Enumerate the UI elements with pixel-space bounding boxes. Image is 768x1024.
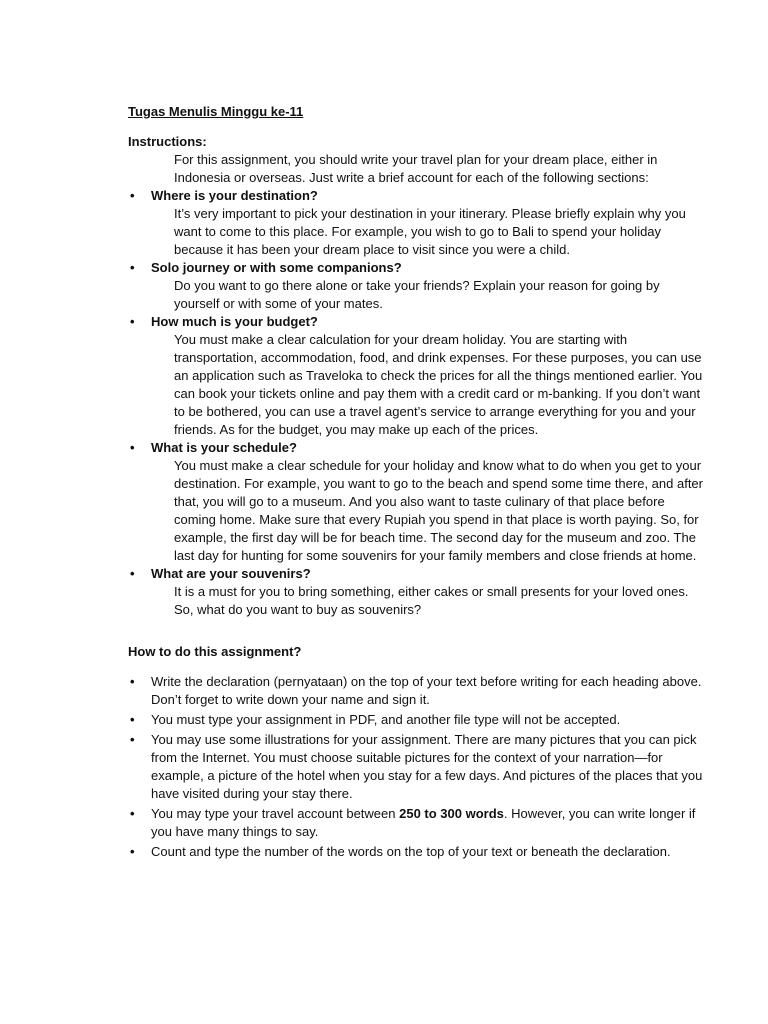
- instructions-intro: For this assignment, you should write your travel plan for your dream place, either in Indonesia or overseas. Just write a brief account for each of the following sections:: [174, 152, 658, 185]
- list-item: • Write the declaration (pernyataan) on the top of your text before writing for each heading above. Don’t forget to write down your name and sign it.: [128, 673, 708, 709]
- document-content: [128, 103, 708, 863]
- how-to-list: [128, 673, 708, 861]
- list-item: [128, 259, 708, 313]
- document-title: Tugas Menulis Minggu ke-11: [128, 104, 304, 119]
- list-item: [128, 187, 708, 259]
- word-count-text-after: . However, you can write longer if you have many things to say.: [151, 806, 696, 839]
- sections-list: [128, 187, 708, 619]
- section-text: Do you want to go there alone or take your friends? Explain your reason for going by yourself or with some of your mates.: [174, 278, 660, 311]
- instructions-label: Instructions:: [128, 134, 207, 149]
- list-item: • You may use some illustrations for your assignment. There are many pictures that you can pick from the Internet. You must choose suitable pictures for the context of your narration—for example, a picture of the hotel when you stay for a few days. And pictures of the places that you have visited during your stay there.: [128, 731, 708, 803]
- section-question: • Solo journey or with some companions?: [151, 260, 402, 275]
- word-count-range: 250 to 300 words: [399, 806, 504, 821]
- list-item: • You must type your assignment in PDF, and another file type will not be accepted.: [128, 711, 708, 729]
- section-question: • What are your souvenirs?: [151, 566, 311, 581]
- section-text: It’s very important to pick your destination in your itinerary. Please briefly explain why you want to come to this place. For example, you wish to go to Bali to spend your holiday because it has been your dream place to visit since you were a child.: [174, 206, 686, 257]
- section-text: You must make a clear schedule for your holiday and know what to do when you get to your destination. For example, you want to go to the beach and spend some time there, and after that, you will go to a museum. And you also want to taste culinary of that place before coming home. Make sure that every Rupiah you spend in that place is worth paying. So, for example, the first day will be for beach time. The second day for the museum and zoo. The last day for hunting for some souvenirs for your family members and close friends at home.: [174, 458, 703, 563]
- how-to-label: How to do this assignment?: [128, 644, 302, 659]
- list-item: [128, 439, 708, 565]
- section-text: It is a must for you to bring something, either cakes or small presents for your loved ones. So, what do you want to buy as souvenirs?: [174, 584, 689, 617]
- list-item: [128, 565, 708, 619]
- section-question: • Where is your destination?: [151, 188, 318, 203]
- section-text: You must make a clear calculation for your dream holiday. You are starting with transportation, accommodation, food, and drink expenses. For these purposes, you can use an application such as Traveloka to check the prices for all the things mentioned earlier. You can book your tickets online and pay them with a credit card or m-banking. If you don’t want to be bothered, you can use a travel agent’s service to arrange everything for you and your friends. As for the budget, you may make up each of the prices.: [174, 332, 703, 437]
- list-item: [128, 805, 708, 841]
- list-item: • Count and type the number of the words on the top of your text or beneath the declaration.: [128, 843, 708, 861]
- section-question: • What is your schedule?: [151, 440, 297, 455]
- word-count-text-before: You may type your travel account between: [151, 806, 400, 821]
- section-question: • How much is your budget?: [151, 314, 318, 329]
- list-item: [128, 313, 708, 439]
